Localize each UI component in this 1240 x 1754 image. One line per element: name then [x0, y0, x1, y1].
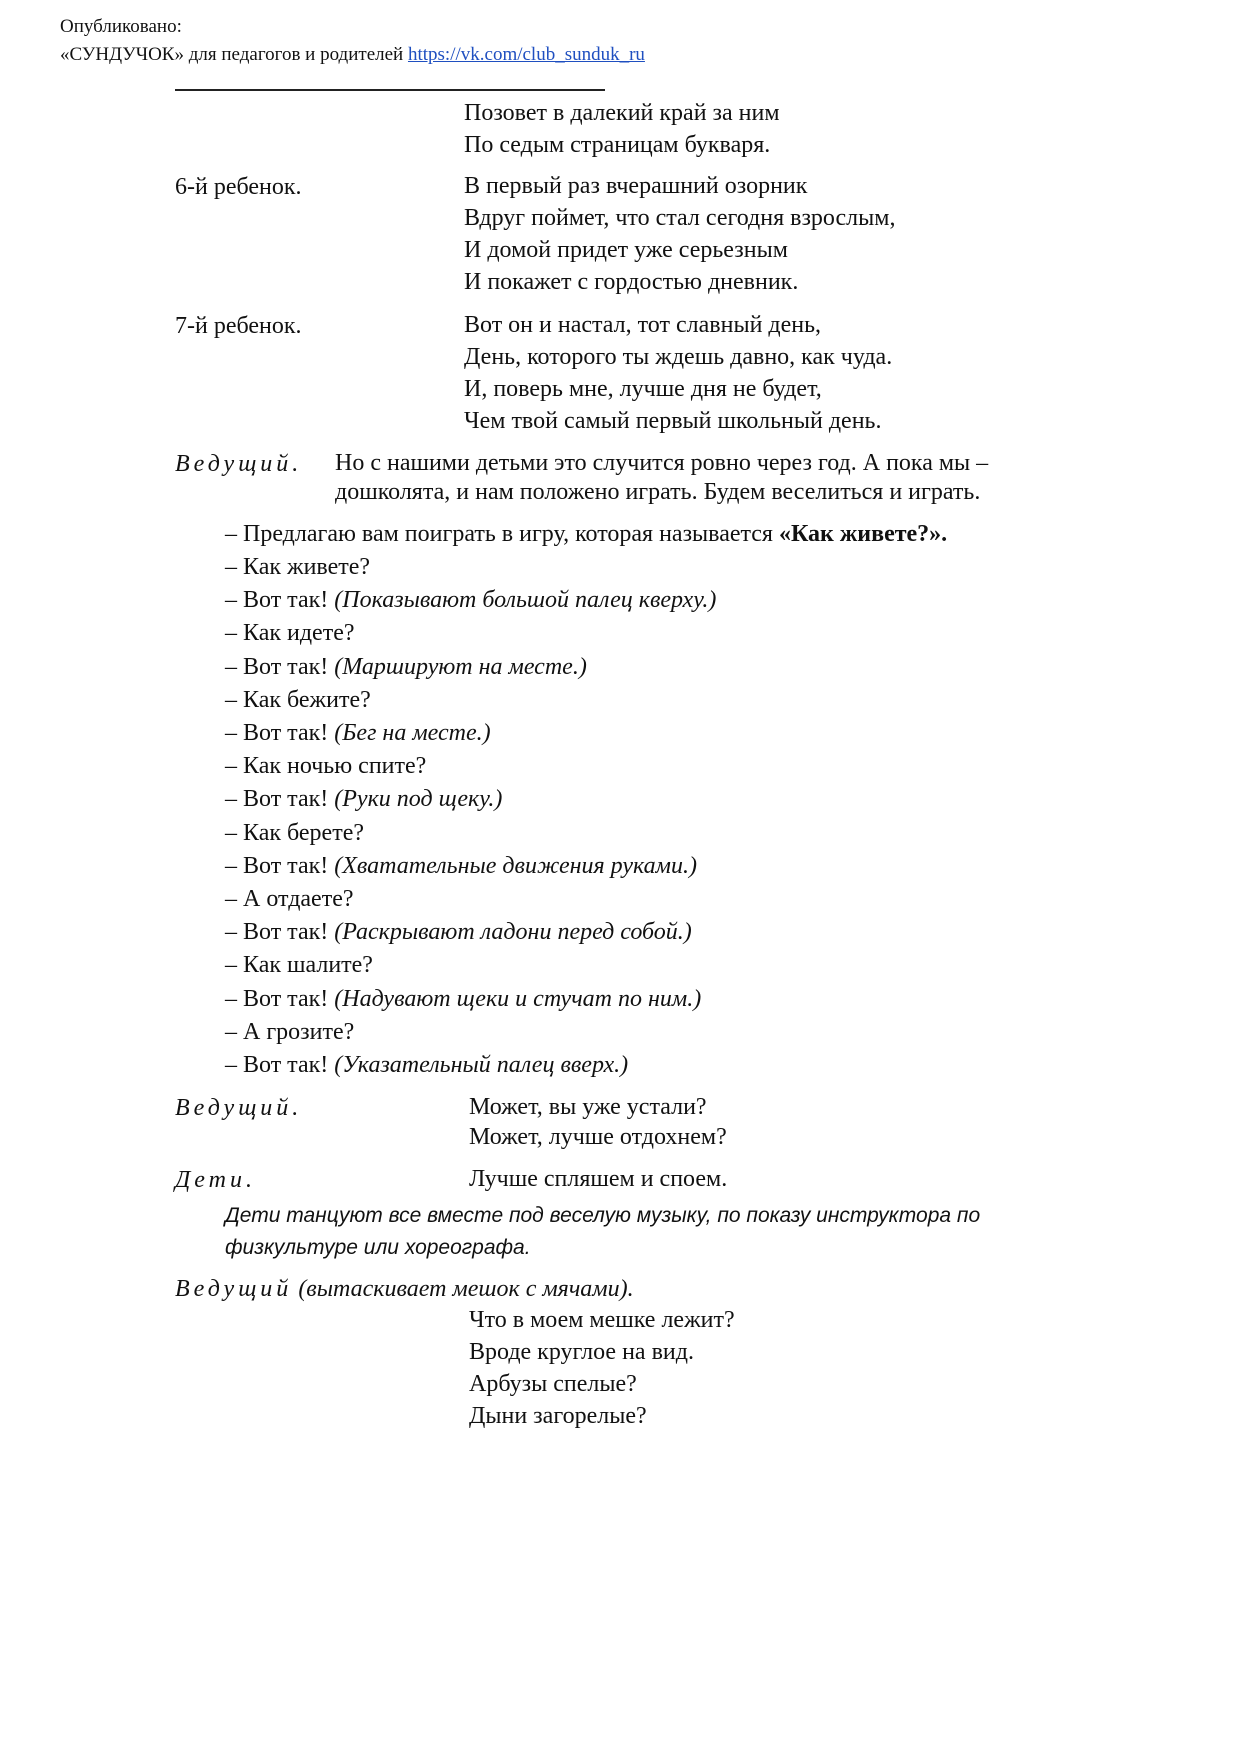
dialogue-text: – Вот так! — [225, 919, 335, 946]
speaker-label: Ведущий. — [175, 1095, 303, 1121]
dialogue-line — [225, 819, 364, 847]
dialogue-line — [225, 553, 370, 581]
dialogue-text: – Вот так! — [225, 786, 335, 813]
dialogue-text: – А грозите? — [225, 1018, 355, 1045]
speaker-line — [175, 1275, 634, 1303]
dialogue-text: – Вот так! — [225, 1052, 335, 1078]
speaker-label: Дети. — [175, 1167, 256, 1193]
source-text: «СУНДУЧОК» для педагогов и родителей — [60, 44, 408, 65]
verse-line: Вроде круглое на вид. — [469, 1339, 694, 1365]
stage-note: (Надувают щеки и стучат по ним.) — [334, 985, 702, 1012]
game-intro — [225, 520, 947, 548]
dialogue-text: – Вот так! — [225, 653, 335, 680]
verse-line: Что в моем мешке лежит? — [469, 1307, 735, 1333]
verse-line: День, которого ты ждешь давно, как чуда. — [464, 344, 893, 370]
dialogue-text: – Как бежите? — [225, 686, 371, 713]
dialogue-text: – Как шалите? — [225, 952, 373, 979]
verse-line: Вот он и настал, тот славный день, — [464, 312, 822, 338]
verse-line: Дыни загорелые? — [469, 1403, 647, 1429]
dialogue-line — [225, 586, 716, 614]
divider — [175, 89, 605, 91]
speaker-label: 6-й ребенок. — [175, 174, 302, 200]
speaker-label: 7-й ребенок. — [175, 313, 302, 339]
dialogue-text: – Вот так! — [225, 985, 335, 1012]
stage-note: (Указательный палец вверх.) — [334, 1052, 629, 1078]
verse-line: Позовет в далекий край за ним — [464, 100, 780, 126]
published-label: Опубликовано: — [60, 16, 182, 37]
source-link[interactable]: https://vk.com/club_sunduk_ru — [407, 44, 645, 65]
dialogue-line — [225, 752, 426, 780]
speaker-label: Ведущий. — [175, 451, 303, 477]
verse-line: И покажет с гордостью дневник. — [464, 269, 799, 295]
verse-line: В первый раз вчерашний озорник — [464, 173, 808, 199]
dialogue-text: – Как берете? — [225, 819, 364, 846]
verse-line: И домой придет уже серьезным — [464, 237, 788, 263]
dialogue-line — [225, 1051, 628, 1079]
dialogue-line — [225, 653, 587, 681]
intro-text: – Предлагаю вам поиграть в игру, которая называется — [225, 521, 779, 547]
dialogue-line — [225, 619, 355, 647]
stage-note: (Бег на месте.) — [334, 720, 491, 746]
source-line — [60, 44, 645, 66]
dialogue-line — [225, 918, 692, 946]
action-text: (вытаскивает мешок с мячами). — [298, 1276, 634, 1302]
dialogue-line — [225, 1018, 354, 1046]
dialogue-line — [225, 686, 371, 714]
verse-line: Может, вы уже устали? — [469, 1094, 707, 1120]
stage-note: (Раскрывают ладони перед собой.) — [334, 919, 692, 946]
dialogue-text: – Как идете? — [225, 620, 355, 647]
verse-line: Лучше спляшем и споем. — [469, 1166, 728, 1192]
dialogue-text: – Вот так! — [225, 587, 335, 614]
stage-note: (Маршируют на месте.) — [334, 653, 587, 680]
speech-line: дошколята, и нам положено играть. Будем веселиться и играть. — [335, 479, 981, 505]
verse-line: Чем твой самый первый школьный день. — [464, 408, 882, 434]
dialogue-text: – Вот так! — [225, 852, 335, 879]
stage-note: (Хватательные движения руками.) — [334, 852, 697, 879]
verse-line: Арбузы спелые? — [469, 1371, 637, 1397]
speech-line: Но с нашими детьми это случится ровно через год. А пока мы – — [335, 450, 989, 476]
dialogue-line — [225, 852, 697, 880]
verse-line: Вдруг поймет, что стал сегодня взрослым, — [464, 205, 896, 231]
dialogue-line — [225, 885, 354, 913]
dialogue-line — [225, 719, 491, 747]
speaker-label: Ведущий — [175, 1276, 293, 1302]
dialogue-line — [225, 785, 502, 813]
dialogue-line — [225, 985, 701, 1013]
dialogue-text: – А отдаете? — [225, 886, 354, 912]
dialogue-text: – Как живете? — [225, 554, 371, 580]
dialogue-text: – Как ночью спите? — [225, 753, 427, 780]
dialogue-line — [225, 951, 373, 979]
verse-line: По седым страницам букваря. — [464, 132, 771, 158]
game-title: «Как живете?». — [778, 521, 948, 547]
stage-direction: Дети танцуют все вместе под веселую музыку, по показу инструктора по физкультуре или хореографа. — [225, 1204, 981, 1259]
stage-note: (Показывают большой палец кверху.) — [334, 587, 717, 614]
dialogue-text: – Вот так! — [225, 720, 335, 746]
verse-line: Может, лучше отдохнем? — [469, 1124, 727, 1150]
verse-line: И, поверь мне, лучше дня не будет, — [464, 376, 822, 402]
stage-note: (Руки под щеку.) — [334, 786, 503, 813]
